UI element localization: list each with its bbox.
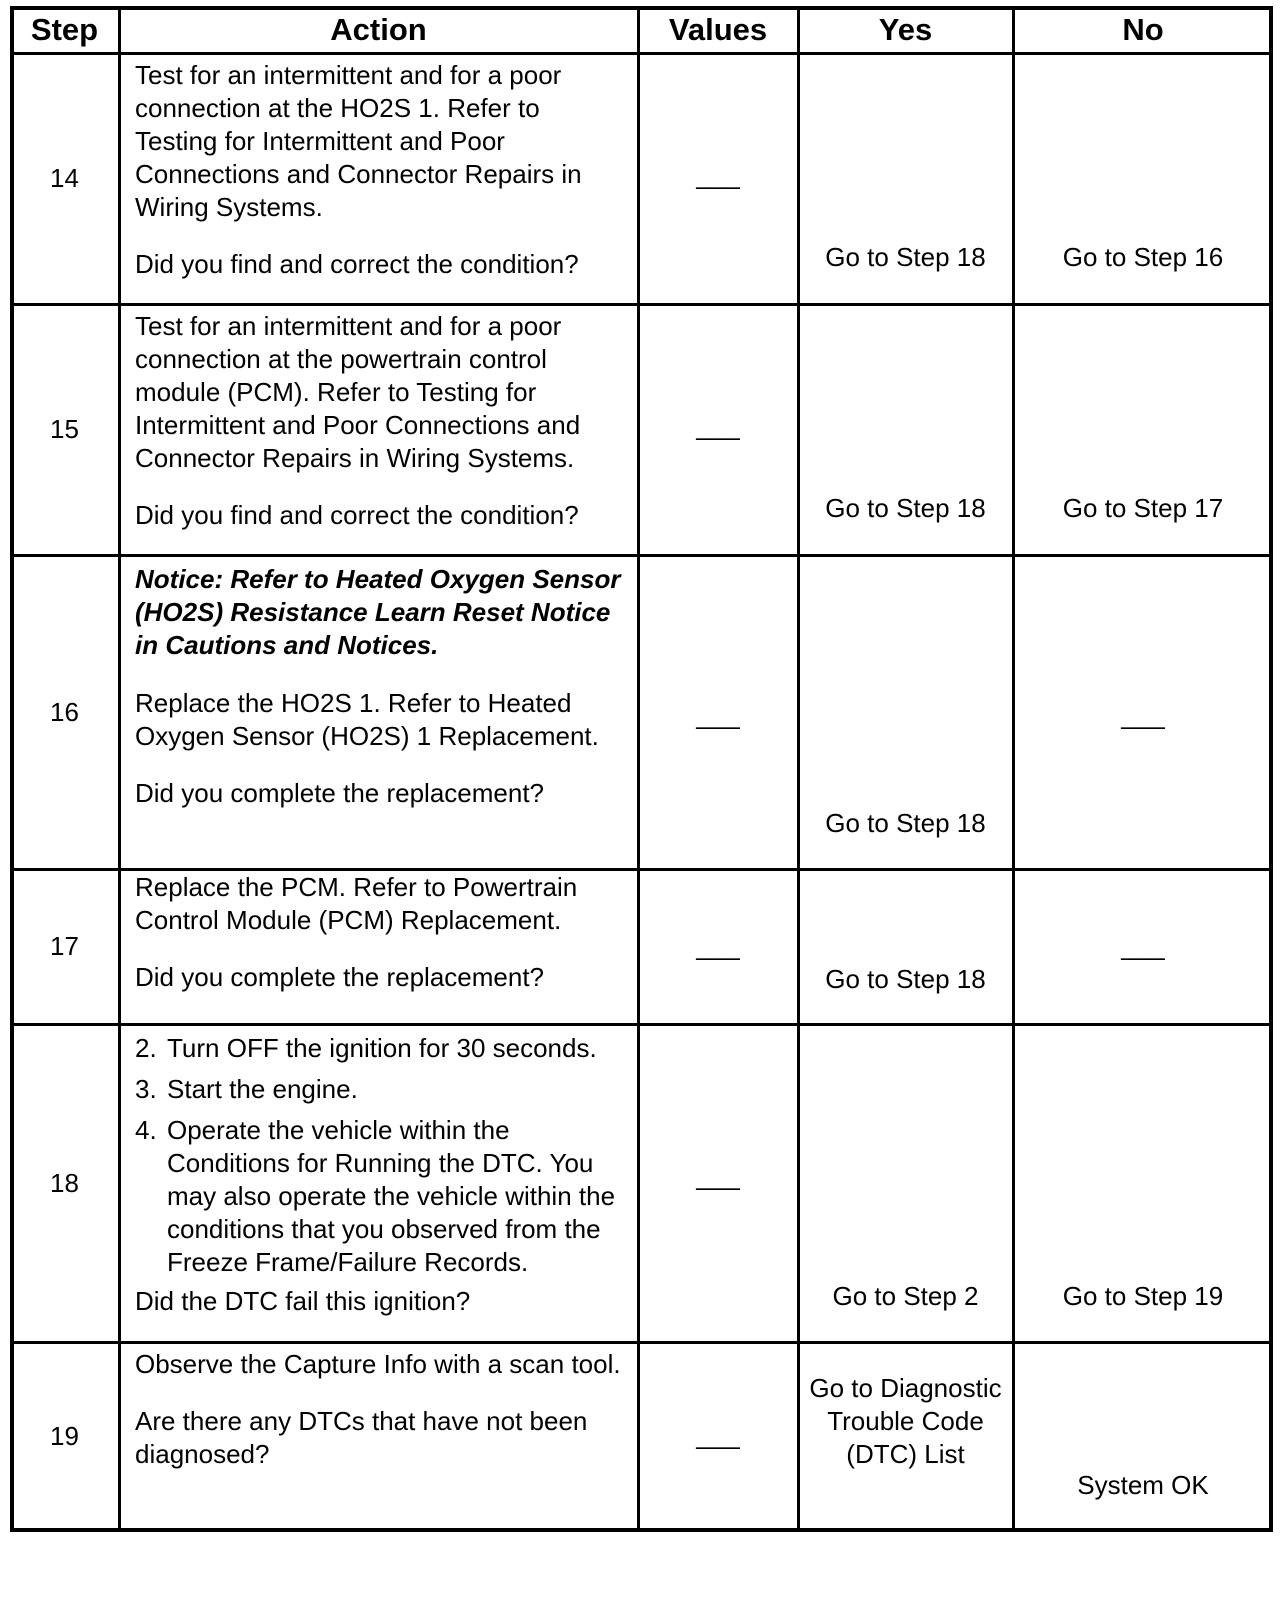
table-row xyxy=(10,1024,1273,1342)
values-cell xyxy=(638,1342,798,1531)
table-border-bottom xyxy=(10,1528,1273,1532)
step-number: 16 xyxy=(50,696,79,727)
list-item xyxy=(135,1114,628,1279)
list-item xyxy=(135,1032,628,1065)
action-question: Are there any DTCs that have not been diagnosed? xyxy=(135,1406,588,1469)
notice-text: Notice: Refer to Heated Oxygen Sensor (HO2S) Resistance Learn Reset Notice in Cautions and Notices. xyxy=(135,564,621,660)
column-divider xyxy=(637,6,640,1532)
list-item-number: 4. xyxy=(135,1115,157,1145)
header-action: Action xyxy=(330,11,427,47)
yes-text: Go to Step 18 xyxy=(825,493,986,523)
row-divider xyxy=(10,1023,1273,1026)
action-cell xyxy=(119,555,638,869)
values-cell xyxy=(638,53,798,304)
table-border-top xyxy=(10,6,1273,10)
yes-text: Go to Diagnostic Trouble Code (DTC) List xyxy=(809,1373,1002,1469)
action-cell xyxy=(119,1024,638,1342)
yes-text: Go to Step 2 xyxy=(832,1281,979,1311)
no-cell xyxy=(1013,555,1273,869)
values-cell xyxy=(638,869,798,1024)
values-text: ___ xyxy=(696,931,740,961)
yes-cell xyxy=(798,555,1013,869)
yes-cell xyxy=(798,1342,1013,1531)
list-item-text: Operate the vehicle within the Conditions for Running the DTC. You may also operate the vehicle within the conditions that you observed from the Freeze Frame/Failure Records. xyxy=(167,1115,616,1277)
header-yes: Yes xyxy=(878,11,933,47)
no-cell xyxy=(1013,1342,1273,1531)
no-text: System OK xyxy=(1077,1470,1209,1500)
diagnostic-table xyxy=(10,6,1273,1586)
action-cell xyxy=(119,1342,638,1531)
yes-cell xyxy=(798,53,1013,304)
action-question: Did you find and correct the condition? xyxy=(135,500,579,530)
values-text: ___ xyxy=(696,1160,740,1191)
table-row xyxy=(10,304,1273,555)
yes-cell xyxy=(798,304,1013,555)
yes-cell xyxy=(798,1024,1013,1342)
step-number: 17 xyxy=(50,931,79,961)
values-text: ___ xyxy=(696,160,740,190)
values-text: ___ xyxy=(696,699,740,730)
step-number: 15 xyxy=(50,414,79,444)
action-instruction: Observe the Capture Info with a scan tool. xyxy=(135,1349,621,1379)
action-instruction: Test for an intermittent and for a poor connection at the HO2S 1. Refer to Testing for Intermittent and Poor Connections and Connector Repairs in Wiring Systems. xyxy=(135,60,582,222)
action-instruction: Replace the PCM. Refer to Powertrain Control Module (PCM) Replacement. xyxy=(135,872,578,935)
list-item-text: Start the engine. xyxy=(167,1074,358,1104)
header-values: Values xyxy=(668,11,768,47)
action-instruction: Test for an intermittent and for a poor connection at the powertrain control module (PCM). Refer to Testing for Intermittent and Poor Connections and Connector Repairs in Wiring Systems. xyxy=(135,311,581,473)
no-cell xyxy=(1013,869,1273,1024)
no-text: Go to Step 17 xyxy=(1062,493,1224,523)
values-text: ___ xyxy=(696,411,740,441)
step-list xyxy=(135,1032,628,1279)
table-row xyxy=(10,1342,1273,1531)
column-divider xyxy=(797,6,800,1532)
action-question: Did you find and correct the condition? xyxy=(135,249,579,279)
list-item xyxy=(135,1073,628,1106)
no-text: Go to Step 16 xyxy=(1062,242,1224,272)
table-border-right xyxy=(1269,6,1273,1532)
action-question: Did you complete the replacement? xyxy=(135,778,545,808)
no-text: ___ xyxy=(1121,931,1165,961)
no-cell xyxy=(1013,1024,1273,1342)
action-cell xyxy=(119,869,638,1024)
values-cell xyxy=(638,304,798,555)
action-cell xyxy=(119,53,638,304)
no-text: Go to Step 19 xyxy=(1062,1281,1224,1311)
header-row xyxy=(10,6,1273,53)
header-no: No xyxy=(1122,11,1164,47)
row-divider xyxy=(10,868,1273,871)
no-cell xyxy=(1013,53,1273,304)
action-question: Did the DTC fail this ignition? xyxy=(135,1286,471,1316)
action-question: Did you complete the replacement? xyxy=(135,962,545,992)
row-divider xyxy=(10,554,1273,557)
list-item-number: 2. xyxy=(135,1033,157,1063)
no-cell xyxy=(1013,304,1273,555)
list-item-text: Turn OFF the ignition for 30 seconds. xyxy=(167,1033,597,1063)
step-number: 19 xyxy=(50,1421,79,1451)
action-cell xyxy=(119,304,638,555)
row-divider xyxy=(10,1341,1273,1344)
table-row xyxy=(10,555,1273,869)
values-cell xyxy=(638,555,798,869)
values-text: ___ xyxy=(696,1420,740,1450)
row-divider xyxy=(10,303,1273,306)
yes-text: Go to Step 18 xyxy=(825,808,986,838)
table-row xyxy=(10,869,1273,1024)
header-step: Step xyxy=(30,11,99,47)
step-number: 14 xyxy=(50,163,79,193)
step-number: 18 xyxy=(50,1167,79,1198)
row-divider xyxy=(10,52,1273,55)
values-cell xyxy=(638,1024,798,1342)
yes-text: Go to Step 18 xyxy=(825,964,986,994)
list-item-number: 3. xyxy=(135,1074,157,1104)
no-text: ___ xyxy=(1121,699,1165,730)
yes-text: Go to Step 18 xyxy=(825,242,986,272)
table-row xyxy=(10,53,1273,304)
table-border-left xyxy=(10,6,14,1532)
column-divider xyxy=(118,6,121,1532)
yes-cell xyxy=(798,869,1013,1024)
column-divider xyxy=(1012,6,1015,1532)
action-instruction: Replace the HO2S 1. Refer to Heated Oxygen Sensor (HO2S) 1 Replacement. xyxy=(135,688,599,751)
